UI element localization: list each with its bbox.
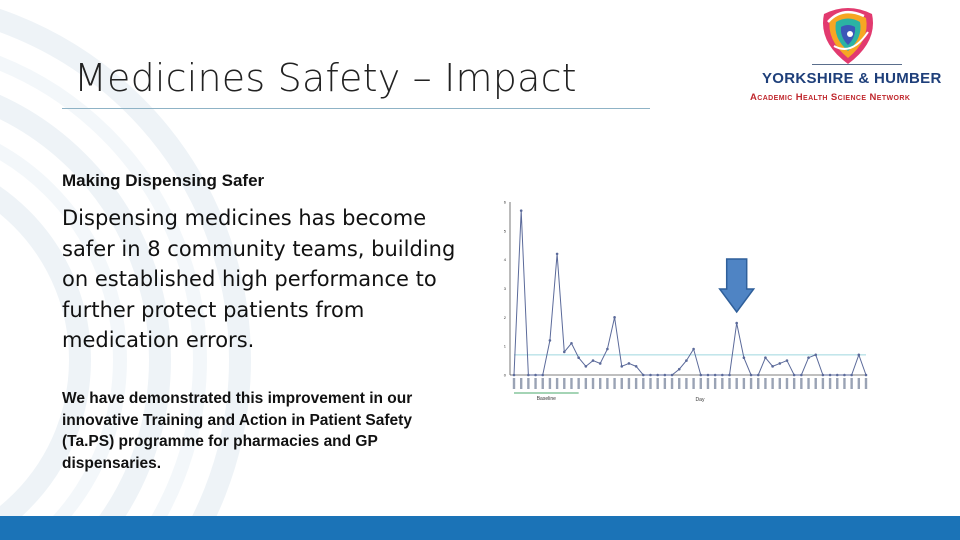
x-tick-label bbox=[534, 378, 536, 389]
data-point bbox=[743, 356, 746, 359]
footer-bar bbox=[0, 516, 960, 540]
y-axis-ticks bbox=[504, 200, 507, 378]
data-point bbox=[757, 374, 760, 377]
logo-text-ahsn: Academic Health Science Network bbox=[750, 92, 911, 103]
yorkshire-humber-logo-icon bbox=[748, 6, 948, 106]
x-tick-label bbox=[757, 378, 759, 389]
data-point bbox=[721, 374, 724, 377]
data-point bbox=[735, 322, 738, 325]
logo-divider bbox=[812, 64, 902, 65]
baseline-label: Baseline bbox=[536, 396, 556, 402]
x-tick-label bbox=[793, 378, 795, 389]
y-tick-label: 1 bbox=[503, 343, 506, 349]
x-tick-label bbox=[685, 378, 687, 389]
x-tick-label bbox=[764, 378, 766, 389]
x-tick-label bbox=[527, 378, 529, 389]
data-point bbox=[599, 362, 602, 365]
x-axis-label: Day bbox=[695, 397, 705, 403]
data-point bbox=[520, 209, 523, 212]
data-point bbox=[822, 374, 825, 377]
x-tick-label bbox=[822, 378, 824, 389]
x-tick-label bbox=[700, 378, 702, 389]
x-tick-label bbox=[613, 378, 615, 389]
data-point bbox=[527, 374, 530, 377]
series-line bbox=[514, 211, 866, 375]
x-tick-label bbox=[843, 378, 845, 389]
data-point bbox=[829, 374, 832, 377]
data-point bbox=[513, 374, 516, 377]
data-point bbox=[592, 359, 595, 362]
data-point bbox=[534, 374, 537, 377]
y-tick-label: 2 bbox=[503, 314, 506, 320]
x-tick-label bbox=[556, 378, 558, 389]
data-point bbox=[858, 354, 861, 357]
section-subheading: Making Dispensing Safer bbox=[62, 171, 265, 190]
x-tick-label bbox=[621, 378, 623, 389]
data-point bbox=[620, 365, 623, 368]
y-tick-label: 3 bbox=[503, 286, 506, 291]
data-point bbox=[836, 374, 839, 377]
series-points bbox=[513, 209, 868, 376]
x-tick-label bbox=[836, 378, 838, 389]
data-point bbox=[800, 374, 803, 377]
data-point bbox=[814, 354, 817, 357]
supporting-statement: We have demonstrated this improvement in our innovative Training and Action in Patient Safety (Ta.PS) programme for pharmacies and GP dispensaries. bbox=[62, 390, 413, 472]
x-tick-label bbox=[750, 378, 752, 389]
x-tick-label bbox=[779, 378, 781, 389]
x-tick-label bbox=[649, 378, 651, 389]
down-arrow-icon bbox=[720, 259, 754, 312]
data-point bbox=[642, 374, 645, 377]
x-tick-label bbox=[542, 378, 544, 389]
data-point bbox=[649, 374, 652, 377]
x-tick-label bbox=[721, 378, 723, 389]
data-point bbox=[865, 374, 868, 377]
x-tick-label bbox=[771, 378, 773, 389]
data-point bbox=[764, 356, 767, 359]
data-point bbox=[671, 374, 674, 377]
data-point bbox=[707, 374, 710, 377]
x-tick-label bbox=[800, 378, 802, 389]
x-tick-label bbox=[714, 378, 716, 389]
data-point bbox=[570, 342, 573, 345]
data-point bbox=[850, 374, 853, 377]
x-tick-label bbox=[850, 378, 852, 389]
x-tick-label bbox=[786, 378, 788, 389]
x-tick-label bbox=[743, 378, 745, 389]
data-point bbox=[678, 368, 681, 371]
data-point bbox=[750, 374, 753, 377]
x-tick-label bbox=[671, 378, 673, 389]
data-point bbox=[541, 374, 544, 377]
x-tick-label bbox=[728, 378, 730, 389]
x-tick-label bbox=[635, 378, 637, 389]
main-statement: Dispensing medicines has become safer in 8 community teams, building on established high performance to further protect patients from medication errors. bbox=[62, 206, 456, 352]
data-point bbox=[606, 348, 609, 351]
y-tick-label: 4 bbox=[503, 257, 506, 263]
y-tick-label: 5 bbox=[503, 228, 506, 234]
title-divider bbox=[62, 108, 650, 109]
x-tick-label bbox=[642, 378, 644, 389]
data-point bbox=[728, 374, 731, 377]
data-point bbox=[613, 316, 616, 319]
x-axis-ticks bbox=[513, 378, 867, 389]
x-tick-label bbox=[592, 378, 594, 389]
x-tick-label bbox=[678, 378, 680, 389]
x-tick-label bbox=[606, 378, 608, 389]
data-point bbox=[585, 365, 588, 368]
x-tick-label bbox=[807, 378, 809, 389]
x-tick-label bbox=[664, 378, 666, 389]
data-point bbox=[685, 359, 688, 362]
data-point bbox=[778, 362, 781, 365]
data-point bbox=[556, 253, 559, 256]
y-tick-label: 6 bbox=[503, 199, 506, 205]
data-point bbox=[807, 356, 810, 359]
data-point bbox=[714, 374, 717, 377]
data-point bbox=[692, 348, 695, 351]
x-tick-label bbox=[858, 378, 860, 389]
x-tick-label bbox=[707, 378, 709, 389]
data-point bbox=[635, 365, 638, 368]
x-tick-label bbox=[513, 378, 515, 389]
x-tick-label bbox=[692, 378, 694, 389]
x-tick-label bbox=[656, 378, 658, 389]
x-tick-label bbox=[815, 378, 817, 389]
data-point bbox=[771, 365, 774, 368]
x-tick-label bbox=[599, 378, 601, 389]
x-tick-label bbox=[563, 378, 565, 389]
data-point bbox=[577, 356, 580, 359]
data-point bbox=[843, 374, 846, 377]
data-point bbox=[628, 362, 631, 365]
x-tick-label bbox=[735, 378, 737, 389]
x-tick-label bbox=[865, 378, 867, 389]
x-tick-label bbox=[628, 378, 630, 389]
data-point bbox=[699, 374, 702, 377]
data-point bbox=[664, 374, 667, 377]
x-tick-label bbox=[577, 378, 579, 389]
x-tick-label bbox=[520, 378, 522, 389]
x-tick-label bbox=[570, 378, 572, 389]
logo-text-yorkshire-humber: YORKSHIRE & HUMBER bbox=[762, 70, 942, 87]
data-point bbox=[786, 359, 789, 362]
x-tick-label bbox=[585, 378, 587, 389]
dispensing-errors-run-chart bbox=[490, 192, 875, 418]
y-tick-label: 0 bbox=[503, 372, 506, 378]
data-point bbox=[793, 374, 796, 377]
slide-title: Medicines Safety – Impact bbox=[74, 56, 577, 100]
x-tick-label bbox=[549, 378, 551, 389]
data-point bbox=[656, 374, 659, 377]
data-point bbox=[549, 339, 552, 342]
data-point bbox=[563, 351, 566, 354]
x-tick-label bbox=[829, 378, 831, 389]
